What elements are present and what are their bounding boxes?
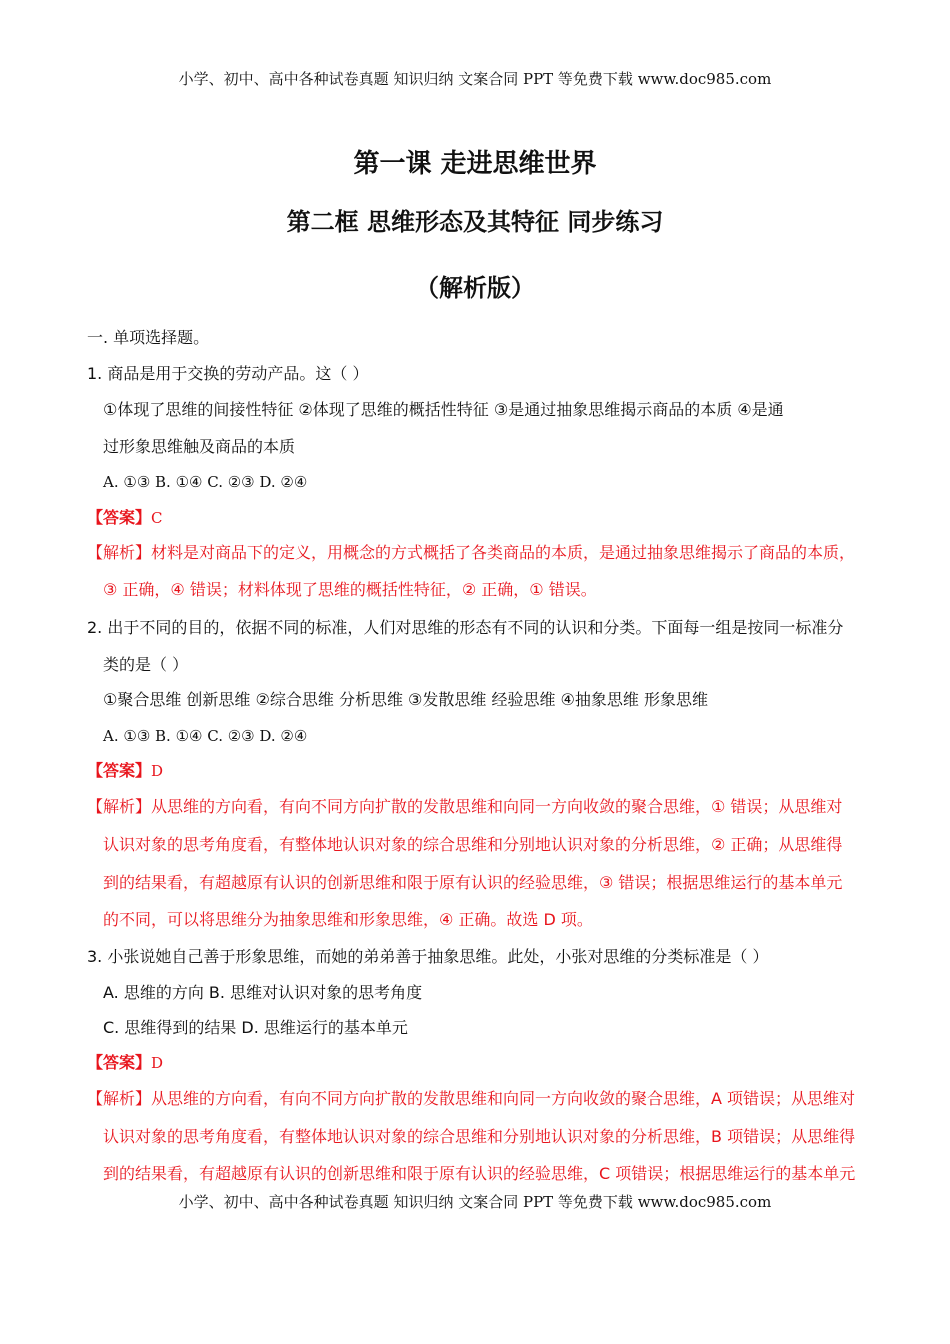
edition-label: （解析版） [415,274,535,302]
section-heading: 一. 单项选择题。 [87,328,210,347]
question-2-stem: 类的是（ ） [103,655,189,674]
question-2-analysis: 认识对象的思考角度看，有整体地认识对象的综合思维和分别地认识对象的分析思维，② 正确；从思维得 [103,835,843,854]
question-1-answer [87,507,163,529]
section-title: 第二框 思维形态及其特征 同步练习 [286,208,664,236]
question-1-statements: ①体现了思维的间接性特征 ②体现了思维的概括性特征 ③是通过抽象思维揭示商品的本质 ④是通 [103,400,784,419]
question-2-analysis: 到的结果看，有超越原有认识的创新思维和限于原有认识的经验思维，③ 错误；根据思维运行的基本单元 [103,873,843,892]
lesson-title: 第一课 走进思维世界 [353,149,597,179]
question-2-statements: ①聚合思维 创新思维 ②综合思维 分析思维 ③发散思维 经验思维 ④抽象思维 形象思维 [103,690,708,709]
question-1-stem: 1. 商品是用于交换的劳动产品。这（ ） [87,364,369,383]
question-2-analysis: 【解析】从思维的方向看，有向不同方向扩散的发散思维和向同一方向收敛的聚合思维，① 错误；从思维对 [87,797,843,816]
page-header: 小学、初中、高中各种试卷真题 知识归纳 文案合同 PPT 等免费下载 www.doc985.com [178,70,772,88]
question-2-stem: 2. 出于不同的目的，依据不同的标准，人们对思维的形态有不同的认识和分类。下面每一组是按同一标准分 [87,618,844,637]
question-2-analysis: 的不同，可以将思维分为抽象思维和形象思维，④ 正确。故选 D 项。 [103,910,593,929]
question-1-options: A. ①③ B. ①④ C. ②③ D. ②④ [103,473,308,491]
question-1-analysis: 【解析】材料是对商品下的定义，用概念的方式概括了各类商品的本质，是通过抽象思维揭示了商品的本质， [87,543,856,562]
question-3-analysis: 【解析】从思维的方向看，有向不同方向扩散的发散思维和向同一方向收敛的聚合思维，A 项错误；从思维对 [87,1089,856,1108]
question-3-options: A. 思维的方向 B. 思维对认识对象的思考角度 [103,983,423,1002]
question-3-analysis: 到的结果看，有超越原有认识的创新思维和限于原有认识的经验思维，C 项错误；根据思维运行的基本单元 [103,1164,856,1183]
answer-label: 【答案】 [87,508,152,527]
question-3-options: C. 思维得到的结果 D. 思维运行的基本单元 [103,1018,408,1037]
question-3-answer [87,1052,163,1074]
question-2-options: A. ①③ B. ①④ C. ②③ D. ②④ [103,727,308,745]
question-3-stem: 3. 小张说她自己善于形象思维，而她的弟弟善于抽象思维。此处，小张对思维的分类标准是（ ） [87,947,769,966]
answer-label: 【答案】 [87,761,152,780]
question-2-answer [87,760,163,782]
question-1-analysis: ③ 正确，④ 错误；材料体现了思维的概括性特征，② 正确，① 错误。 [103,580,597,599]
page-footer: 小学、初中、高中各种试卷真题 知识归纳 文案合同 PPT 等免费下载 www.doc985.com [178,1193,772,1211]
question-1-statements: 过形象思维触及商品的本质 [103,437,296,456]
answer-value: D [151,762,164,780]
answer-label: 【答案】 [87,1053,152,1072]
question-3-analysis: 认识对象的思考角度看，有整体地认识对象的综合思维和分别地认识对象的分析思维，B 项错误；从思维得 [103,1127,856,1146]
answer-value: D [151,1054,164,1072]
answer-value: C [151,509,163,527]
